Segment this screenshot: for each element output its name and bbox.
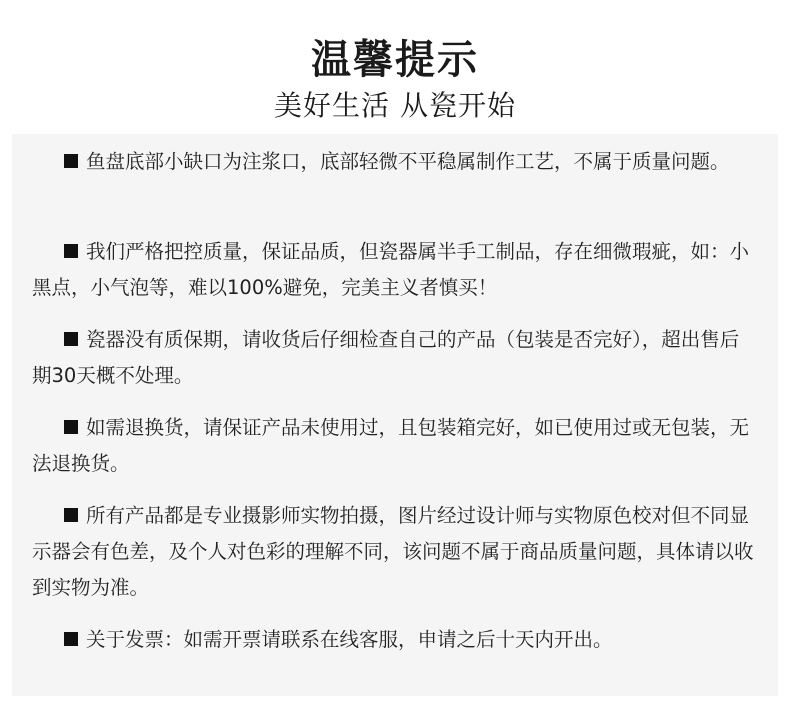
notice-item-warranty: [32, 322, 754, 394]
notice-text: 关于发票：如需开票请联系在线客服，申请之后十天内开出。: [86, 628, 613, 651]
square-bullet-icon: [64, 154, 78, 168]
notice-item-invoice: [32, 622, 754, 658]
notice-text: 如需退换货，请保证产品未使用过，且包装箱完好，如已使用过或无包装，无法退换货。: [32, 416, 750, 475]
square-bullet-icon: [64, 244, 78, 258]
page-title: 温馨提示: [311, 36, 479, 83]
notice-item-quality-flaws: [32, 234, 754, 306]
square-bullet-icon: [64, 332, 78, 346]
notice-item-returns: [32, 410, 754, 482]
notice-text: 鱼盘底部小缺口为注浆口，底部轻微不平稳属制作工艺，不属于质量问题。: [86, 150, 730, 173]
square-bullet-icon: [64, 420, 78, 434]
notice-item-color-difference: [32, 498, 754, 606]
page-subtitle: 美好生活 从瓷开始: [274, 89, 516, 122]
notice-text: 我们严格把控质量，保证品质，但瓷器属半手工制品，存在细微瑕疵，如：小黑点，小气泡等，难以100%避免，完美主义者慎买！: [32, 240, 750, 299]
square-bullet-icon: [64, 508, 78, 522]
notice-text: 所有产品都是专业摄影师实物拍摄，图片经过设计师与实物原色校对但不同显示器会有色差，及个人对色彩的理解不同，该问题不属于商品质量问题，具体请以收到实物为准。: [32, 504, 754, 599]
notice-text: 瓷器没有质保期，请收货后仔细检查自己的产品（包装是否完好），超出售后期30天概不处理。: [32, 328, 740, 387]
square-bullet-icon: [64, 632, 78, 646]
notice-item-injection-port: [32, 144, 754, 180]
